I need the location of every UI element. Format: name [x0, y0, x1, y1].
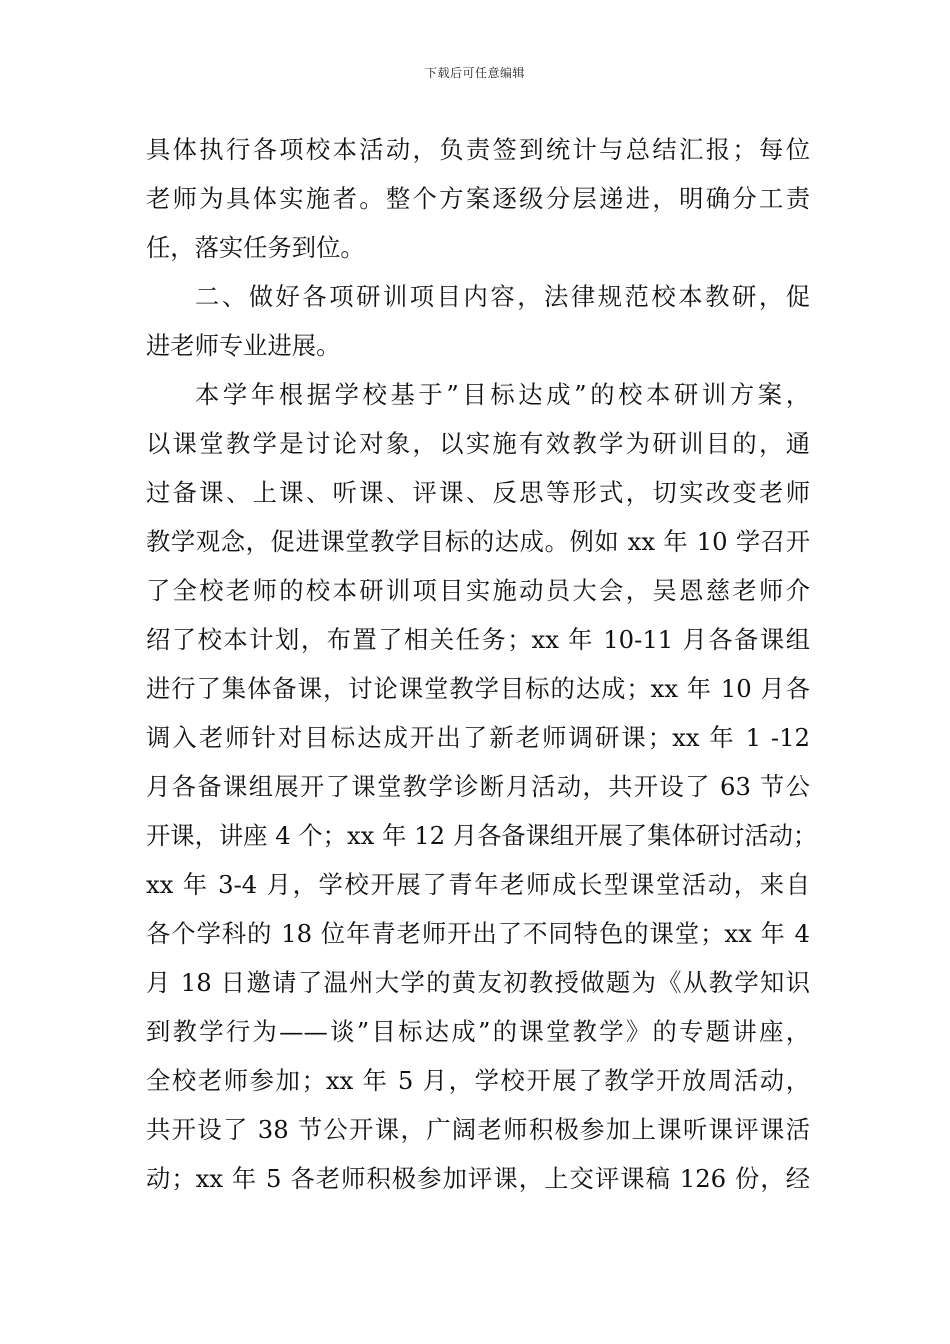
text-line: 到教学行为——谈”目标达成”的课堂教学》的专题讲座，: [146, 1017, 810, 1046]
text-line: 进行了集体备课，讨论课堂教学目标的达成；xx 年 10 月各: [146, 674, 810, 703]
section-heading-line: 二、做好各项研训项目内容，法律规范校本教研，促: [195, 282, 810, 311]
text-line: 教学观念，促进课堂教学目标的达成。例如 xx 年 10 学召开: [146, 527, 810, 556]
document-body: [146, 125, 818, 1203]
text-line: 全校老师参加；xx 年 5 月，学校开展了教学开放周活动，: [146, 1066, 810, 1095]
text-line: 各个学科的 18 位年青老师开出了不同特色的课堂；xx 年 4: [146, 919, 810, 948]
text-line: 月各备课组展开了课堂教学诊断月活动，共开设了 63 节公: [146, 772, 810, 801]
text-line: 具体执行各项校本活动，负责签到统计与总结汇报；每位: [146, 135, 810, 164]
text-line: 动；xx 年 5 各老师积极参加评课，上交评课稿 126 份，经: [146, 1164, 810, 1193]
text-line: 了全校老师的校本研训项目实施动员大会，吴恩慈老师介: [146, 576, 810, 605]
page-header: 下载后可任意编辑: [424, 66, 525, 80]
text-line: 以课堂教学是讨论对象，以实施有效教学为研训目的，通: [146, 429, 810, 458]
text-line: 绍了校本计划，布置了相关任务；xx 年 10-11 月各备课组: [146, 625, 810, 654]
text-line: 共开设了 38 节公开课，广阔老师积极参加上课听课评课活: [146, 1115, 810, 1144]
text-line: 过备课、上课、听课、评课、反思等形式，切实改变老师: [146, 478, 810, 507]
text-line: 任，落实任务到位。: [146, 233, 365, 262]
text-line: 开课，讲座 4 个；xx 年 12 月各备课组开展了集体研讨活动；: [146, 821, 818, 850]
section-heading-line: 进老师专业进展。: [146, 331, 341, 360]
text-line: xx 年 3-4 月，学校开展了青年老师成长型课堂活动，来自: [146, 870, 810, 899]
text-line: 本学年根据学校基于”目标达成”的校本研训方案，: [195, 380, 810, 409]
text-line: 月 18 日邀请了温州大学的黄友初教授做题为《从教学知识: [146, 968, 810, 997]
text-line: 调入老师针对目标达成开出了新老师调研课；xx 年 1 -12: [146, 723, 810, 752]
text-line: 老师为具体实施者。整个方案逐级分层递进，明确分工责: [146, 184, 810, 213]
